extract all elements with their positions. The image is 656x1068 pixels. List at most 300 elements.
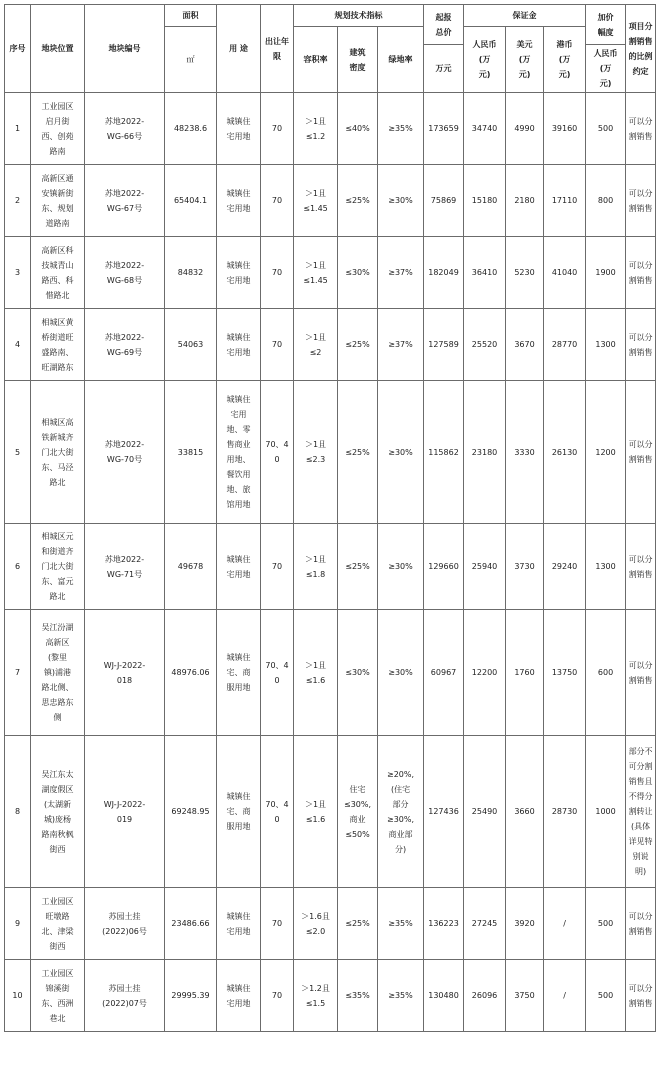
cell-usd-text: 2180	[514, 196, 535, 205]
cell-green-text: ≥37%	[388, 340, 413, 349]
cell-hkd-text: 39160	[551, 124, 578, 133]
cell-green	[378, 524, 424, 610]
cell-hkd-text: 17110	[551, 196, 578, 205]
cell-green	[378, 610, 424, 736]
cell-hkd	[544, 93, 586, 165]
table-row	[5, 736, 656, 888]
cell-hkd-text: 13750	[551, 668, 578, 677]
cell-increment	[586, 888, 626, 960]
cell-use-text: 城镇住 宅用 地、零 售商业 用地、 餐饮用 地、旅 馆用地	[226, 395, 251, 509]
cell-far	[294, 524, 338, 610]
cell-area-text: 33815	[177, 447, 204, 457]
cell-price-text: 75869	[430, 196, 457, 205]
cell-area-text: 48976.06	[171, 668, 210, 677]
cell-hkd	[544, 960, 586, 1032]
header-location: 地块位置	[31, 5, 85, 93]
cell-far-text: ＞1.6且 ≤2.0	[301, 911, 330, 936]
cell-split	[626, 960, 656, 1032]
cell-green	[378, 736, 424, 888]
cell-usd-text: 3660	[514, 807, 535, 816]
cell-density-text: ≤30%	[345, 268, 370, 277]
cell-split	[626, 524, 656, 610]
cell-far	[294, 165, 338, 237]
cell-use-text: 城镇住 宅、商 服用地	[226, 792, 251, 831]
cell-usd	[506, 309, 544, 381]
header-green: 绿地率	[378, 27, 424, 93]
cell-far-text: ＞1且 ≤2	[304, 332, 327, 357]
cell-green	[378, 237, 424, 309]
cell-price	[424, 524, 464, 610]
table-row	[5, 309, 656, 381]
cell-price	[424, 960, 464, 1032]
cell-term-text: 70	[271, 124, 283, 133]
cell-use-text: 城镇住 宅用地	[226, 911, 251, 936]
cell-usd	[506, 93, 544, 165]
header-density: 建筑 密度	[338, 27, 378, 93]
table-row	[5, 93, 656, 165]
cell-density-text: ≤40%	[345, 124, 370, 133]
cell-rmb	[464, 960, 506, 1032]
cell-location	[31, 610, 85, 736]
header-split: 项目分 割销售 的比例 约定	[626, 5, 656, 93]
cell-green-text: ≥20%, (住宅 部分 ≥30%, 商业部 分)	[387, 769, 415, 854]
cell-code	[85, 309, 165, 381]
cell-rmb	[464, 610, 506, 736]
cell-density	[338, 237, 378, 309]
cell-seq	[5, 237, 31, 309]
cell-seq-text: 3	[14, 268, 21, 277]
cell-term-text: 70、40	[265, 660, 289, 685]
cell-green-text: ≥30%	[388, 447, 413, 457]
cell-split-text: 部分不 可分割 销售且 不得分 割转让 (具体 详见特 别说 明)	[628, 747, 653, 876]
cell-area	[165, 381, 217, 524]
cell-increment	[586, 524, 626, 610]
cell-green	[378, 381, 424, 524]
cell-hkd	[544, 381, 586, 524]
cell-price	[424, 736, 464, 888]
cell-term	[261, 93, 294, 165]
cell-price-text: 182049	[428, 268, 459, 277]
cell-increment	[586, 381, 626, 524]
land-auction-table	[4, 4, 656, 1032]
cell-green	[378, 309, 424, 381]
cell-usd	[506, 888, 544, 960]
cell-code-text: 苏地2022- WG-66号	[104, 116, 145, 141]
cell-split-text: 可以分 割销售	[628, 660, 653, 685]
cell-increment-text: 1900	[595, 268, 616, 277]
cell-increment-text: 600	[597, 668, 614, 677]
cell-area-text: 29995.39	[171, 991, 210, 1000]
cell-term	[261, 381, 294, 524]
cell-hkd	[544, 309, 586, 381]
cell-term	[261, 165, 294, 237]
table-row	[5, 888, 656, 960]
cell-area-text: 84832	[177, 268, 204, 277]
cell-price-text: 130480	[428, 991, 459, 1000]
cell-code-text: 苏地2022- WG-67号	[104, 188, 145, 213]
cell-code	[85, 736, 165, 888]
cell-green-text: ≥30%	[388, 196, 413, 205]
cell-far	[294, 736, 338, 888]
cell-code-text: 苏园土挂 (2022)06号	[102, 911, 147, 936]
cell-code	[85, 610, 165, 736]
cell-far-text: ＞1且 ≤1.45	[303, 260, 328, 285]
cell-hkd-text: 28730	[551, 807, 578, 816]
cell-term	[261, 610, 294, 736]
cell-rmb-text: 25940	[471, 562, 498, 571]
header-plan: 规划技术指标	[294, 5, 424, 27]
cell-area-text: 65404.1	[173, 196, 208, 205]
cell-hkd	[544, 610, 586, 736]
cell-seq	[5, 960, 31, 1032]
cell-density	[338, 888, 378, 960]
cell-code	[85, 960, 165, 1032]
cell-density-text: 住宅 ≤30%, 商业 ≤50%	[343, 784, 372, 839]
cell-code	[85, 524, 165, 610]
cell-price-text: 60967	[430, 668, 457, 677]
cell-area	[165, 93, 217, 165]
cell-use	[217, 237, 261, 309]
cell-area	[165, 165, 217, 237]
cell-hkd-text: 28770	[551, 340, 578, 349]
cell-location	[31, 960, 85, 1032]
cell-term-text: 70、40	[265, 440, 289, 464]
header-row-1	[5, 5, 656, 27]
header-increment-unit: 人民币 (万 元)	[586, 45, 626, 93]
cell-location-text: 相城区高 铁新城齐 门北大街 东、马泾 路北	[41, 417, 74, 487]
cell-code	[85, 888, 165, 960]
cell-rmb-text: 12200	[471, 668, 498, 677]
cell-usd-text: 4990	[514, 124, 535, 133]
cell-increment	[586, 93, 626, 165]
cell-price-text: 127589	[428, 340, 459, 349]
header-increment: 加价 幅度	[586, 5, 626, 45]
cell-split	[626, 309, 656, 381]
cell-split-text: 可以分 割销售	[628, 332, 653, 357]
cell-term-text: 70	[271, 991, 283, 1000]
cell-rmb-text: 36410	[471, 268, 498, 277]
cell-seq-text: 7	[14, 668, 21, 677]
cell-area	[165, 237, 217, 309]
header-hkd: 港币 (万 元)	[544, 27, 586, 93]
cell-rmb	[464, 888, 506, 960]
cell-far-text: ＞1且 ≤1.8	[304, 554, 327, 579]
cell-far-text: ＞1且 ≤1.2	[304, 116, 327, 141]
cell-increment-text: 1300	[595, 562, 616, 571]
cell-green-text: ≥37%	[388, 268, 413, 277]
cell-increment	[586, 165, 626, 237]
cell-usd	[506, 165, 544, 237]
cell-location	[31, 381, 85, 524]
cell-split	[626, 93, 656, 165]
cell-density-text: ≤30%	[345, 668, 370, 677]
cell-usd	[506, 960, 544, 1032]
cell-use-text: 城镇住 宅用地	[226, 260, 251, 285]
cell-far-text: ＞1且 ≤1.6	[304, 660, 327, 685]
cell-hkd	[544, 237, 586, 309]
cell-location-text: 相城区黄 桥街道旺 盛路南、 旺湖路东	[41, 317, 74, 372]
cell-location-text: 高新区科 技城青山 路西、科 惜路北	[41, 245, 74, 300]
cell-density	[338, 93, 378, 165]
cell-usd-text: 3730	[514, 562, 535, 571]
cell-split-text: 可以分 割销售	[628, 188, 653, 213]
cell-term-text: 70	[271, 919, 283, 928]
cell-seq-text: 1	[14, 124, 21, 133]
cell-far	[294, 960, 338, 1032]
cell-price-text: 173659	[428, 124, 459, 133]
cell-rmb	[464, 237, 506, 309]
cell-seq-text: 4	[14, 340, 21, 349]
cell-seq-text: 10	[12, 991, 23, 1000]
cell-split-text: 可以分 割销售	[628, 911, 653, 936]
cell-location-text: 相城区元 和街道齐 门北大街 东、富元 路北	[41, 532, 74, 601]
cell-seq-text: 6	[14, 562, 21, 571]
cell-area	[165, 960, 217, 1032]
cell-price	[424, 888, 464, 960]
cell-term	[261, 888, 294, 960]
cell-use-text: 城镇住 宅用地	[226, 554, 251, 579]
header-area: 面积	[165, 5, 217, 27]
cell-location-text: 工业园区 启月街 西、创苑 路南	[41, 101, 74, 156]
cell-location	[31, 93, 85, 165]
cell-density	[338, 165, 378, 237]
cell-density-text: ≤25%	[345, 919, 370, 928]
cell-area	[165, 736, 217, 888]
cell-green	[378, 93, 424, 165]
header-usd: 美元 (万 元)	[506, 27, 544, 93]
cell-area	[165, 888, 217, 960]
cell-code	[85, 237, 165, 309]
cell-green-text: ≥30%	[388, 562, 413, 571]
cell-term	[261, 736, 294, 888]
cell-price-text: 129660	[428, 562, 459, 571]
header-rmb: 人民币 (万 元)	[464, 27, 506, 93]
cell-price	[424, 165, 464, 237]
table-row	[5, 610, 656, 736]
cell-increment	[586, 960, 626, 1032]
header-code: 地块编号	[85, 5, 165, 93]
cell-far	[294, 93, 338, 165]
cell-density-text: ≤25%	[345, 447, 370, 457]
cell-location-text: 吴江东太 湖度假区 (太湖新 城)庞杨 路南秋枫 街西	[41, 769, 74, 854]
cell-far	[294, 381, 338, 524]
cell-usd	[506, 237, 544, 309]
cell-density-text: ≤35%	[345, 991, 370, 1000]
cell-use-text: 城镇住 宅用地	[226, 983, 251, 1008]
header-far: 容积率	[294, 27, 338, 93]
cell-hkd-text: 29240	[551, 562, 578, 571]
table-row	[5, 165, 656, 237]
cell-split-text: 可以分 割销售	[628, 440, 653, 464]
cell-rmb-text: 25520	[471, 340, 498, 349]
cell-location	[31, 165, 85, 237]
cell-hkd	[544, 165, 586, 237]
cell-code	[85, 381, 165, 524]
cell-price-text: 127436	[428, 807, 459, 816]
cell-density	[338, 309, 378, 381]
cell-green	[378, 888, 424, 960]
cell-code-text: 苏地2022- WG-70号	[104, 440, 145, 464]
cell-hkd-text: 26130	[551, 447, 578, 457]
cell-usd	[506, 381, 544, 524]
table-row	[5, 960, 656, 1032]
cell-density-text: ≤25%	[345, 196, 370, 205]
cell-location	[31, 237, 85, 309]
cell-code-text: WJ-J-2022- 018	[103, 660, 146, 685]
cell-area	[165, 610, 217, 736]
header-use: 用 途	[217, 5, 261, 93]
cell-seq	[5, 888, 31, 960]
cell-split-text: 可以分 割销售	[628, 983, 653, 1008]
cell-increment	[586, 237, 626, 309]
cell-code-text: 苏地2022- WG-69号	[104, 332, 145, 357]
cell-usd-text: 1760	[514, 668, 535, 677]
cell-green	[378, 165, 424, 237]
cell-price	[424, 309, 464, 381]
cell-price	[424, 610, 464, 736]
cell-use	[217, 524, 261, 610]
cell-usd-text: 3330	[514, 447, 535, 457]
cell-term-text: 70	[271, 340, 283, 349]
cell-seq-text: 5	[14, 447, 21, 457]
cell-seq	[5, 610, 31, 736]
cell-location-text: 工业园区 旺墩路 北、津梁 街西	[41, 896, 74, 951]
cell-location	[31, 888, 85, 960]
cell-code-text: 苏地2022- WG-68号	[104, 260, 145, 285]
cell-density	[338, 381, 378, 524]
cell-increment-text: 800	[597, 196, 614, 205]
header-price: 起报 总价	[424, 5, 464, 45]
cell-usd	[506, 524, 544, 610]
cell-rmb-text: 15180	[471, 196, 498, 205]
cell-split	[626, 610, 656, 736]
cell-location	[31, 309, 85, 381]
cell-area-text: 49678	[177, 562, 204, 571]
cell-density	[338, 610, 378, 736]
cell-usd-text: 5230	[514, 268, 535, 277]
cell-seq	[5, 736, 31, 888]
cell-seq	[5, 309, 31, 381]
cell-seq	[5, 165, 31, 237]
cell-rmb	[464, 736, 506, 888]
cell-usd	[506, 610, 544, 736]
cell-rmb	[464, 93, 506, 165]
cell-price-text: 115862	[428, 447, 459, 457]
cell-use	[217, 381, 261, 524]
header-seq: 序号	[5, 5, 31, 93]
cell-far	[294, 237, 338, 309]
cell-use	[217, 610, 261, 736]
cell-far-text: ＞1且 ≤2.3	[304, 440, 327, 464]
header-price-unit: 万元	[424, 45, 464, 93]
cell-use	[217, 888, 261, 960]
cell-seq-text: 8	[14, 807, 21, 816]
cell-split	[626, 381, 656, 524]
cell-hkd-text: /	[563, 991, 566, 1000]
cell-green-text: ≥35%	[388, 919, 413, 928]
cell-split	[626, 888, 656, 960]
cell-seq	[5, 93, 31, 165]
cell-term	[261, 524, 294, 610]
cell-price	[424, 93, 464, 165]
cell-density	[338, 524, 378, 610]
cell-green-text: ≥35%	[388, 124, 413, 133]
header-term: 出让年 限	[261, 5, 294, 93]
cell-code-text: WJ-J-2022- 019	[103, 799, 146, 824]
cell-use-text: 城镇住 宅用地	[226, 188, 251, 213]
cell-term	[261, 309, 294, 381]
cell-area-text: 69248.95	[171, 807, 210, 816]
cell-term	[261, 960, 294, 1032]
cell-split-text: 可以分 割销售	[628, 554, 653, 579]
cell-seq	[5, 381, 31, 524]
cell-use-text: 城镇住 宅、商 服用地	[226, 653, 251, 692]
cell-usd-text: 3920	[514, 919, 535, 928]
cell-location-text: 吴江汾湖 高新区 (黎里 镇)浦港 路北侧、 思忠路东 侧	[41, 623, 74, 722]
cell-rmb	[464, 524, 506, 610]
cell-rmb-text: 26096	[471, 991, 498, 1000]
cell-density-text: ≤25%	[345, 562, 370, 571]
cell-term	[261, 237, 294, 309]
cell-location-text: 高新区通 安镇新街 东、规划 道路南	[41, 173, 74, 228]
cell-rmb-text: 27245	[471, 919, 498, 928]
cell-increment	[586, 610, 626, 736]
cell-split	[626, 736, 656, 888]
cell-far	[294, 610, 338, 736]
header-deposit: 保证金	[464, 5, 586, 27]
cell-code-text: 苏地2022- WG-71号	[104, 554, 145, 579]
cell-rmb	[464, 309, 506, 381]
cell-split-text: 可以分 割销售	[628, 116, 653, 141]
cell-area-text: 48238.6	[173, 124, 208, 133]
table-body	[5, 93, 656, 1032]
cell-use	[217, 960, 261, 1032]
cell-increment	[586, 736, 626, 888]
cell-increment-text: 500	[597, 919, 614, 928]
cell-term-text: 70	[271, 196, 283, 205]
cell-use	[217, 165, 261, 237]
cell-rmb	[464, 165, 506, 237]
cell-far-text: ＞1且 ≤1.6	[304, 799, 327, 824]
cell-area-text: 23486.66	[171, 919, 210, 928]
cell-price	[424, 237, 464, 309]
cell-rmb-text: 23180	[471, 447, 498, 457]
cell-use	[217, 93, 261, 165]
cell-usd-text: 3750	[514, 991, 535, 1000]
cell-increment-text: 500	[597, 124, 614, 133]
cell-term-text: 70	[271, 562, 283, 571]
table-row	[5, 524, 656, 610]
cell-far-text: ＞1.2且 ≤1.5	[301, 983, 330, 1008]
cell-increment-text: 1000	[595, 807, 616, 816]
cell-location-text: 工业园区 锦溪街 东、西洲 巷北	[41, 968, 74, 1023]
cell-code	[85, 93, 165, 165]
cell-term-text: 70	[271, 268, 283, 277]
cell-rmb-text: 34740	[471, 124, 498, 133]
cell-usd	[506, 736, 544, 888]
cell-far-text: ＞1且 ≤1.45	[303, 188, 328, 213]
cell-location	[31, 736, 85, 888]
cell-hkd-text: 41040	[551, 268, 578, 277]
cell-increment-text: 1300	[595, 340, 616, 349]
table-row	[5, 381, 656, 524]
cell-seq-text: 2	[14, 196, 21, 205]
header-area-unit: ㎡	[165, 27, 217, 93]
table-row	[5, 237, 656, 309]
cell-green-text: ≥35%	[388, 991, 413, 1000]
cell-increment-text: 1200	[595, 447, 616, 457]
cell-far	[294, 309, 338, 381]
